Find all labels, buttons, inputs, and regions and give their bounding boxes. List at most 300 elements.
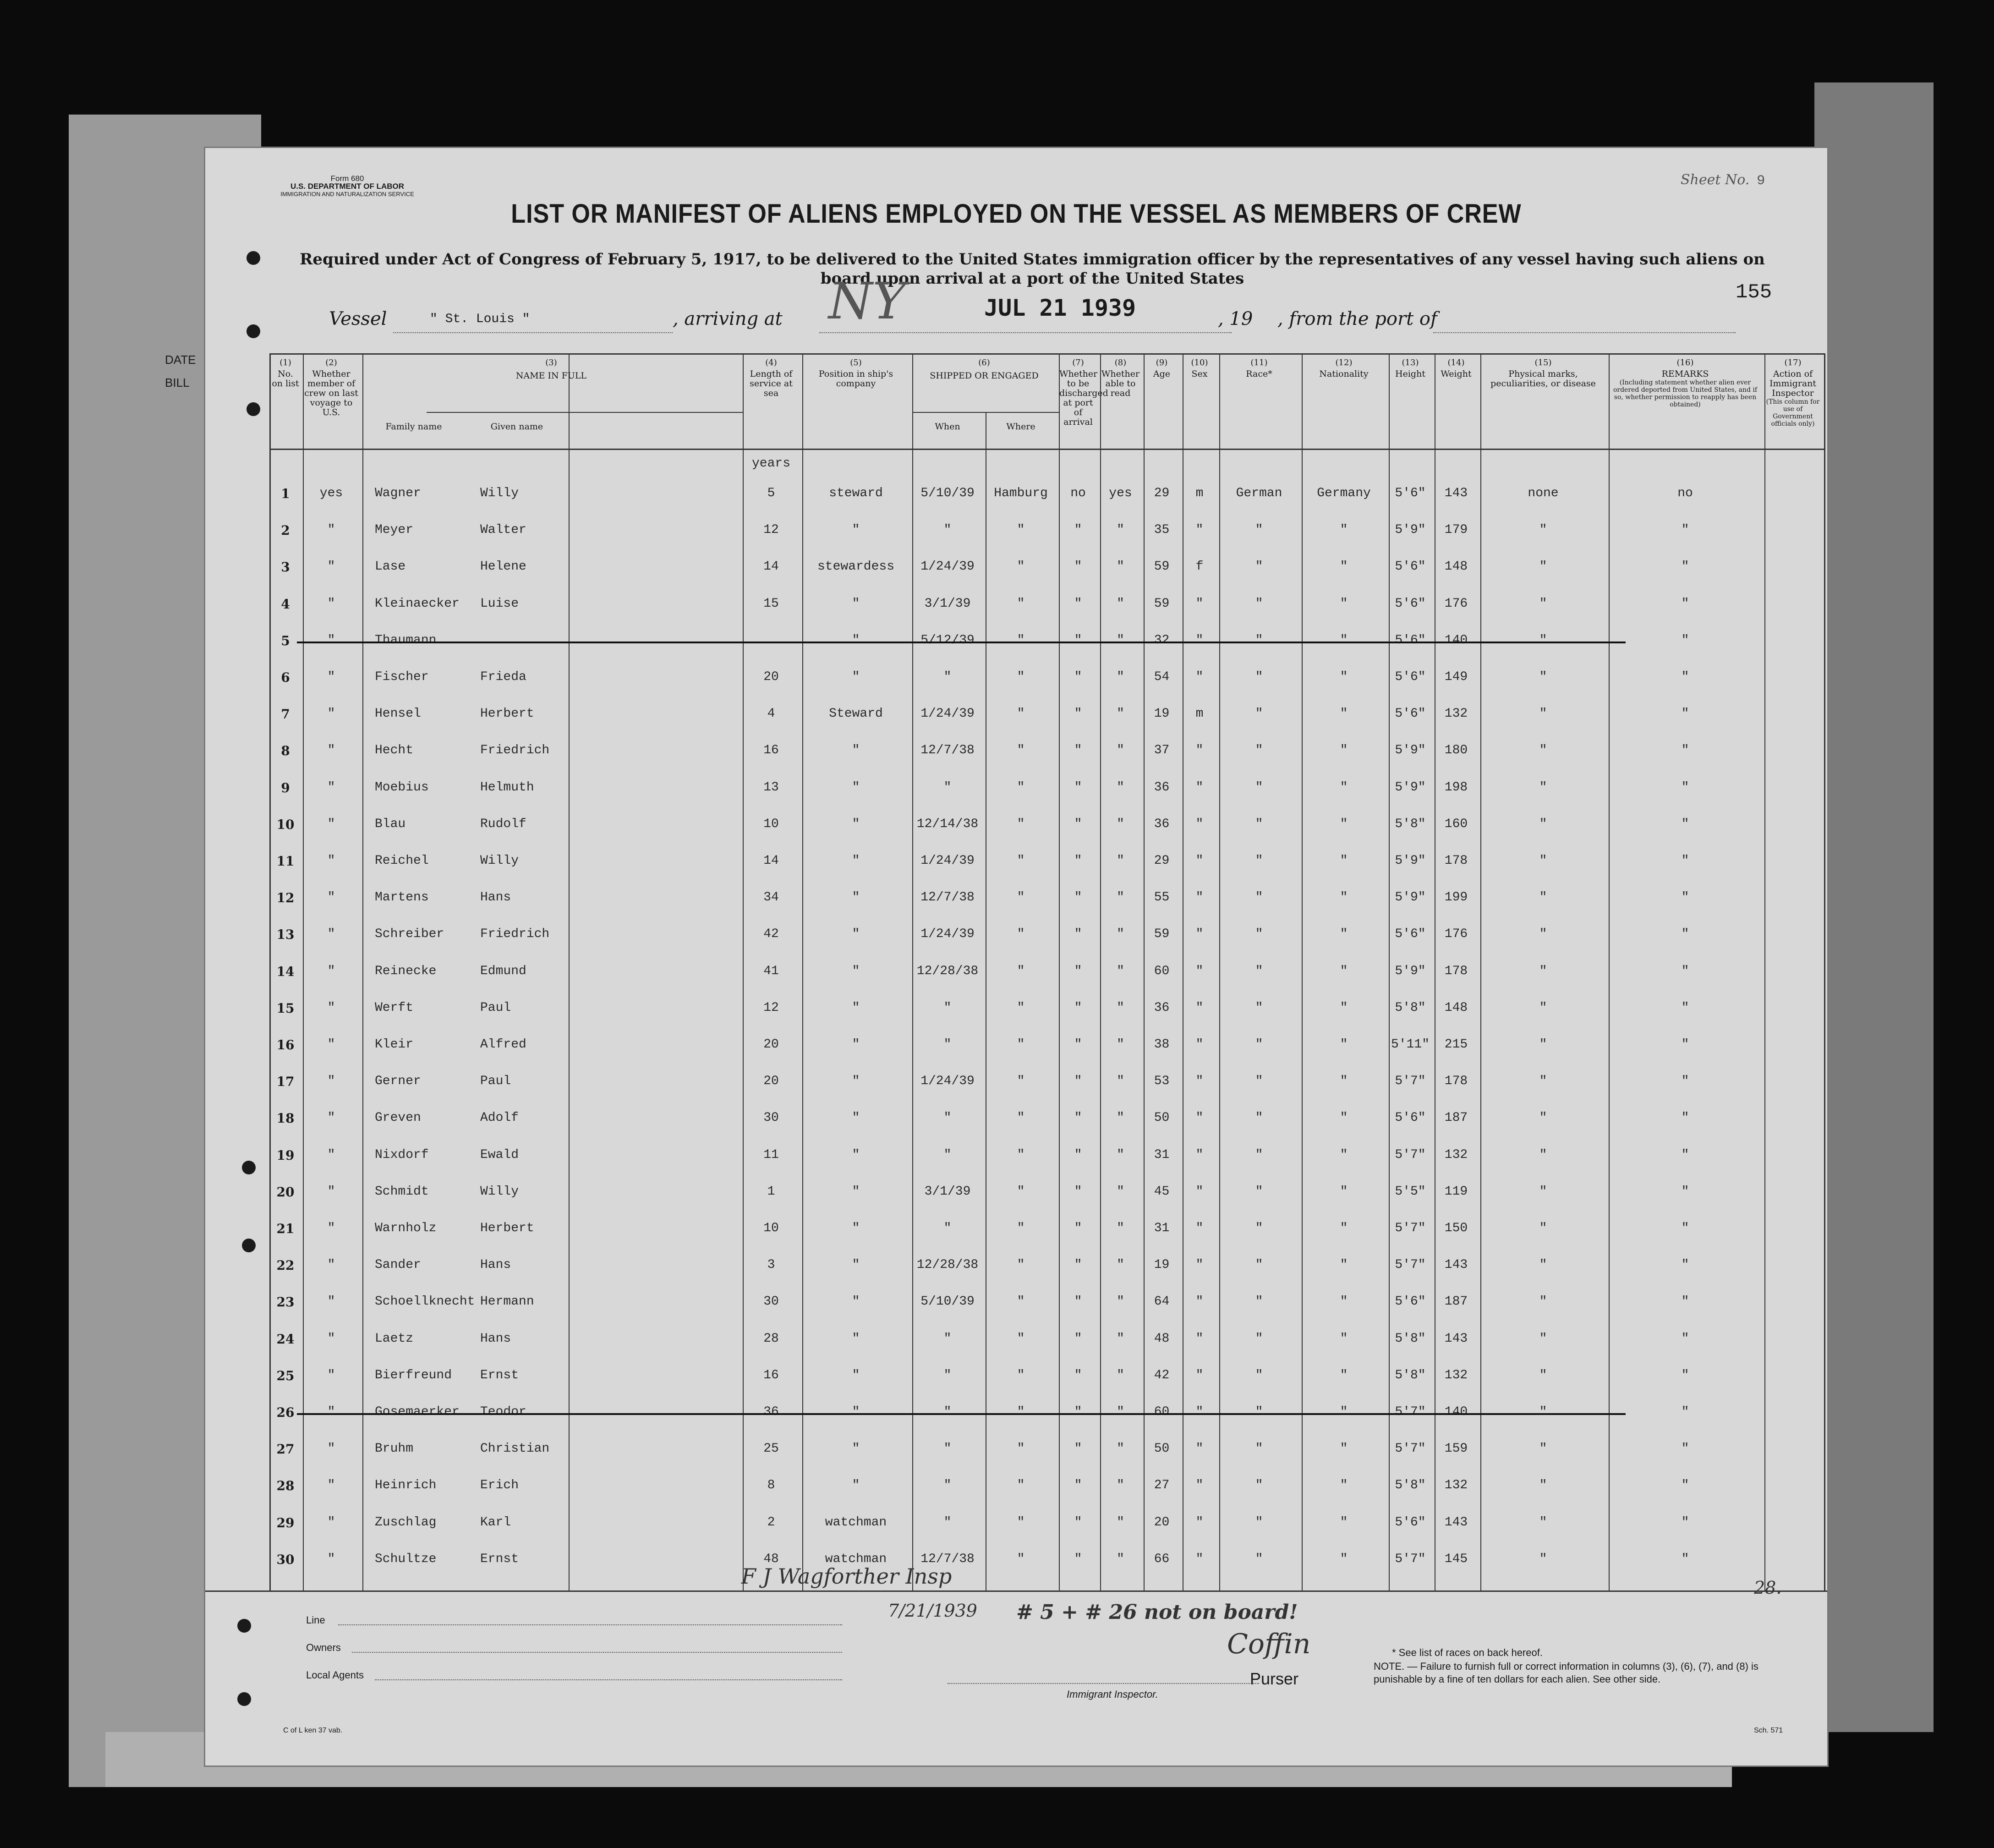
cell-prev: ": [327, 780, 335, 795]
cell-where: ": [1017, 1258, 1025, 1272]
cell-sex: ": [1195, 890, 1204, 905]
cell-family: Schmidt: [375, 1184, 429, 1199]
punch-hole: [242, 1239, 256, 1252]
cell-age: 29: [1154, 854, 1170, 868]
cell-nationality: ": [1340, 1478, 1348, 1493]
cell-sex: f: [1195, 559, 1204, 574]
punch-hole: [247, 324, 260, 338]
row-number: 15: [276, 1000, 295, 1016]
cell-prev: ": [327, 1074, 335, 1089]
row-number: 22: [276, 1258, 295, 1273]
cell-family: Bierfreund: [375, 1368, 452, 1382]
cell-discharge: ": [1074, 817, 1082, 831]
cell-height: 5'9": [1395, 523, 1426, 537]
cell-prev: ": [327, 964, 335, 978]
cell-race: ": [1255, 670, 1263, 684]
cell-age: 36: [1154, 1000, 1170, 1015]
cell-read: ": [1117, 890, 1124, 905]
column-label: Height: [1395, 369, 1425, 379]
cell-prev: ": [327, 1037, 335, 1052]
cell-race: ": [1255, 1294, 1263, 1309]
cell-height: 5'8": [1395, 817, 1426, 831]
cell-race: ": [1255, 559, 1263, 574]
cell-sex: ": [1195, 1147, 1204, 1162]
cell-position: ": [852, 1442, 860, 1456]
cell-where: ": [1017, 670, 1025, 684]
cell-weight: 132: [1444, 1147, 1468, 1162]
cell-family: Fischer: [375, 670, 429, 684]
cell-weight: 180: [1444, 743, 1468, 758]
left-code: C of L ken 37 vab.: [283, 1727, 343, 1734]
cell-read: ": [1117, 1331, 1124, 1346]
cell-where: ": [1017, 743, 1025, 758]
cell-read: ": [1117, 780, 1124, 795]
cell-read: ": [1117, 523, 1124, 537]
col-divider: [1764, 355, 1765, 1590]
cell-discharge: ": [1074, 927, 1082, 942]
cell-prev: ": [327, 1111, 335, 1125]
cell-where: ": [1017, 927, 1025, 942]
cell-age: 64: [1154, 1294, 1170, 1309]
row-number: 13: [276, 927, 295, 943]
column-number: (11): [1250, 358, 1268, 367]
cell-remarks: ": [1681, 596, 1689, 611]
cell-sex: ": [1195, 1552, 1204, 1566]
cell-height: 5'7": [1395, 1221, 1426, 1235]
cell-nationality: ": [1340, 743, 1348, 758]
cell-when: 12/7/38: [920, 890, 975, 905]
cell-weight: 187: [1444, 1111, 1468, 1125]
column-label: SHIPPED OR ENGAGED: [930, 371, 1039, 381]
cell-position: ": [852, 1368, 860, 1382]
cell-given: Friedrich: [480, 927, 550, 942]
cell-age: 32: [1154, 633, 1170, 647]
cell-height: 5'11": [1391, 1037, 1430, 1052]
cell-where: ": [1017, 1478, 1025, 1493]
cell-read: ": [1117, 743, 1124, 758]
cell-where: ": [1017, 596, 1025, 611]
cell-height: 5'9": [1395, 743, 1426, 758]
cell-discharge: ": [1074, 559, 1082, 574]
cell-sex: ": [1195, 1515, 1204, 1530]
sheet-number: [1681, 172, 1765, 189]
cell-remarks: ": [1681, 1184, 1689, 1199]
cell-height: 5'8": [1395, 1331, 1426, 1346]
cell-remarks: ": [1681, 1331, 1689, 1346]
cell-given: Hans: [480, 1331, 511, 1346]
cell-weight: 176: [1444, 596, 1468, 611]
cell-age: 31: [1154, 1221, 1170, 1235]
column-number: (2): [325, 358, 337, 367]
under-sheet-right: [1814, 82, 1934, 1732]
cell-service: 5: [767, 486, 775, 500]
column-header: [803, 358, 909, 389]
cell-height: 5'8": [1395, 1478, 1426, 1493]
cell-where: ": [1017, 780, 1025, 795]
cell-prev: ": [327, 1515, 335, 1530]
line-field: [338, 1624, 842, 1625]
cell-where: ": [1017, 523, 1025, 537]
cell-nationality: ": [1340, 523, 1348, 537]
cell-remarks: ": [1681, 927, 1689, 942]
cell-age: 20: [1154, 1515, 1170, 1530]
row-number: 23: [276, 1294, 295, 1310]
cell-where: ": [1017, 707, 1025, 721]
cell-given: Helmuth: [480, 780, 534, 795]
cell-family: Nixdorf: [375, 1147, 429, 1162]
cell-marks: ": [1539, 1515, 1547, 1530]
row-number: 24: [276, 1331, 295, 1347]
column-label: Age: [1153, 369, 1171, 379]
cell-service: 42: [763, 927, 779, 942]
cell-discharge: ": [1074, 707, 1082, 721]
cell-when: 12/7/38: [920, 1552, 975, 1566]
row-number: 9: [281, 780, 290, 795]
cell-sex: m: [1195, 486, 1204, 500]
cell-prev: ": [327, 927, 335, 942]
cell-race: ": [1255, 817, 1263, 831]
cell-discharge: ": [1074, 1552, 1082, 1566]
row-number: 30: [276, 1552, 295, 1567]
cell-marks: ": [1539, 1331, 1547, 1346]
cell-height: 5'6": [1395, 633, 1426, 647]
cell-height: 5'7": [1395, 1552, 1426, 1566]
cell-discharge: no: [1070, 486, 1086, 500]
cell-race: ": [1255, 1037, 1263, 1052]
cell-nationality: ": [1340, 854, 1348, 868]
cell-remarks: ": [1681, 1294, 1689, 1309]
cell-race: ": [1255, 1331, 1263, 1346]
cell-family: Thaumann: [375, 633, 437, 647]
cell-family: Hensel: [375, 707, 421, 721]
cell-height: 5'6": [1395, 486, 1426, 500]
arriving-label: , arriving at: [673, 308, 783, 329]
cell-service: 8: [767, 1478, 775, 1493]
cell-family: Greven: [375, 1111, 421, 1125]
cell-prev: ": [327, 890, 335, 905]
cell-age: 55: [1154, 890, 1170, 905]
cell-weight: 143: [1444, 1258, 1468, 1272]
cell-marks: ": [1539, 890, 1547, 905]
column-note: (Including statement whether alien ever ordered deported from United States, and if so, whether permission to reapply has been obtained): [1613, 379, 1758, 408]
cell-weight: 132: [1444, 1478, 1468, 1493]
race-footnote: * See list of races on back hereof.: [1392, 1647, 1543, 1658]
row-number: 17: [276, 1074, 295, 1090]
cell-marks: ": [1539, 1111, 1547, 1125]
service-name: IMMIGRATION AND NATURALIZATION SERVICE: [280, 191, 414, 197]
column-number: (17): [1784, 358, 1802, 367]
cell-given: Christian: [480, 1442, 550, 1456]
cell-height: 5'6": [1395, 1111, 1426, 1125]
cell-when: 3/1/39: [924, 1184, 971, 1199]
cell-prev: ": [327, 1552, 335, 1566]
cell-height: 5'7": [1395, 1258, 1426, 1272]
row-number: 14: [276, 964, 295, 979]
cell-marks: ": [1539, 743, 1547, 758]
cell-height: 5'6": [1395, 1515, 1426, 1530]
cell-where: ": [1017, 1515, 1025, 1530]
column-number: (12): [1335, 358, 1353, 367]
cell-sex: ": [1195, 670, 1204, 684]
cell-sex: ": [1195, 817, 1204, 831]
row-number: 18: [276, 1111, 295, 1126]
cell-position: ": [852, 743, 860, 758]
cell-prev: ": [327, 817, 335, 831]
cell-when: 5/12/39: [920, 633, 975, 647]
cell-service: 4: [767, 707, 775, 721]
row-number: 25: [276, 1368, 295, 1383]
cell-race: ": [1255, 780, 1263, 795]
cell-where: ": [1017, 1221, 1025, 1235]
footer-divider: [205, 1590, 1827, 1592]
row-number: 7: [281, 707, 290, 722]
cell-discharge: ": [1074, 1405, 1082, 1419]
cell-position: ": [852, 1258, 860, 1272]
cell-family: Wagner: [375, 486, 421, 500]
cell-nationality: ": [1340, 964, 1348, 978]
cell-service: 30: [763, 1111, 779, 1125]
side-label-date: DATE: [165, 353, 196, 367]
cell-remarks: ": [1681, 707, 1689, 721]
cell-marks: ": [1539, 964, 1547, 978]
cell-position: ": [852, 1111, 860, 1125]
cell-age: 59: [1154, 596, 1170, 611]
cell-nationality: ": [1340, 1221, 1348, 1235]
row-number: 29: [276, 1515, 295, 1530]
cell-where: ": [1017, 1000, 1025, 1015]
row-number: 3: [281, 559, 290, 575]
column-label: Whether to be discharged at port of arrival: [1059, 369, 1108, 427]
cell-where: ": [1017, 1111, 1025, 1125]
cell-discharge: ": [1074, 1111, 1082, 1125]
cell-position: ": [852, 1037, 860, 1052]
cell-sex: ": [1195, 1258, 1204, 1272]
cell-prev: ": [327, 1184, 335, 1199]
row-number: 20: [276, 1184, 295, 1200]
cell-position: stewardess: [817, 559, 895, 574]
cell-remarks: ": [1681, 633, 1689, 647]
cell-family: Zuschlag: [375, 1515, 437, 1530]
cell-race: ": [1255, 707, 1263, 721]
cell-given: Adolf: [480, 1111, 519, 1125]
cell-family: Reichel: [375, 854, 429, 868]
column-number: (8): [1114, 358, 1127, 367]
cell-position: steward: [829, 486, 883, 500]
cell-family: Schoellknecht: [375, 1294, 475, 1309]
cell-discharge: ": [1074, 854, 1082, 868]
cell-weight: 178: [1444, 964, 1468, 978]
cell-marks: ": [1539, 1037, 1547, 1052]
cell-read: ": [1117, 1184, 1124, 1199]
cell-nationality: ": [1340, 1111, 1348, 1125]
cell-age: 59: [1154, 559, 1170, 574]
cell-age: 53: [1154, 1074, 1170, 1089]
cell-sex: ": [1195, 1405, 1204, 1419]
cell-weight: 160: [1444, 817, 1468, 831]
cell-race: German: [1236, 486, 1282, 500]
cell-remarks: ": [1681, 1368, 1689, 1382]
col-divider: [569, 355, 570, 1590]
cell-position: ": [852, 1184, 860, 1199]
cell-nationality: ": [1340, 817, 1348, 831]
cell-where: ": [1017, 1442, 1025, 1456]
agents-field: [375, 1679, 842, 1680]
arriving-value: NY: [828, 272, 906, 330]
cell-weight: 140: [1444, 1405, 1468, 1419]
cell-marks: ": [1539, 1221, 1547, 1235]
page-subtitle: Required under Act of Congress of February 5, 1917, to be delivered to the United States immigration officer by the representatives of any vessel having such aliens on board upon arrival at a port of the United States: [300, 250, 1765, 288]
column-label: Physical marks, peculiarities, or disease: [1490, 369, 1596, 389]
column-number: (7): [1072, 358, 1084, 367]
cell-position: ": [852, 927, 860, 942]
cell-race: ": [1255, 1442, 1263, 1456]
column-number: (16): [1676, 358, 1694, 367]
cell-when: ": [943, 1478, 952, 1493]
cell-read: ": [1117, 1552, 1124, 1566]
cell-given: Luise: [480, 596, 519, 611]
cell-weight: 159: [1444, 1442, 1468, 1456]
column-header: [1481, 358, 1605, 389]
cell-age: 66: [1154, 1552, 1170, 1566]
row-number: 16: [276, 1037, 295, 1053]
cell-prev: yes: [319, 486, 343, 500]
cell-sex: ": [1195, 1442, 1204, 1456]
cell-given: Ernst: [480, 1368, 519, 1382]
row-number: 6: [281, 670, 290, 685]
cell-discharge: ": [1074, 523, 1082, 537]
cell-marks: ": [1539, 817, 1547, 831]
column-number: (3): [545, 358, 557, 367]
cell-service: 16: [763, 743, 779, 758]
row-number: 19: [276, 1147, 295, 1163]
punch-hole: [237, 1619, 251, 1633]
header-divider: [271, 449, 1824, 450]
cell-nationality: ": [1340, 1000, 1348, 1015]
cell-marks: ": [1539, 1074, 1547, 1089]
cell-weight: 178: [1444, 854, 1468, 868]
cell-marks: ": [1539, 670, 1547, 684]
column-label: Whether able to read: [1101, 369, 1140, 398]
cell-position: ": [852, 670, 860, 684]
cell-where: ": [1017, 1368, 1025, 1382]
cell-height: 5'6": [1395, 670, 1426, 684]
column-subheader: Given name: [490, 422, 543, 432]
cell-service: 10: [763, 817, 779, 831]
cell-when: 1/24/39: [920, 707, 975, 721]
cell-sex: ": [1195, 964, 1204, 978]
strike-through-line: [297, 1413, 1626, 1415]
column-header: [1435, 358, 1477, 379]
cell-height: 5'6": [1395, 927, 1426, 942]
column-subheader: When: [935, 422, 960, 432]
cell-discharge: ": [1074, 1368, 1082, 1382]
cell-family: Schreiber: [375, 927, 444, 942]
column-number: (6): [978, 358, 990, 367]
cell-weight: 143: [1444, 1515, 1468, 1530]
cell-given: Willy: [480, 1184, 519, 1199]
cell-given: Ernst: [480, 1552, 519, 1566]
cell-age: 54: [1154, 670, 1170, 684]
cell-prev: ": [327, 743, 335, 758]
cell-weight: 148: [1444, 559, 1468, 574]
cell-age: 45: [1154, 1184, 1170, 1199]
department-name: U.S. DEPARTMENT OF LABOR: [290, 182, 405, 191]
owners-label: Owners: [306, 1642, 341, 1653]
cell-service: 3: [767, 1258, 775, 1272]
cell-age: 35: [1154, 523, 1170, 537]
cell-marks: ": [1539, 1552, 1547, 1566]
cell-age: 19: [1154, 707, 1170, 721]
cell-prev: ": [327, 854, 335, 868]
cell-read: ": [1117, 670, 1124, 684]
column-label: Nationality: [1319, 369, 1369, 379]
cell-given: Hans: [480, 890, 511, 905]
cell-discharge: ": [1074, 1258, 1082, 1272]
cell-prev: ": [327, 1147, 335, 1162]
cell-when: 12/14/38: [916, 817, 979, 831]
cell-race: ": [1255, 1258, 1263, 1272]
cell-nationality: ": [1340, 780, 1348, 795]
owners-field: [352, 1652, 842, 1653]
cell-race: ": [1255, 1478, 1263, 1493]
cell-marks: ": [1539, 1442, 1547, 1456]
cell-where: ": [1017, 1294, 1025, 1309]
cell-when: ": [943, 1147, 952, 1162]
cell-read: ": [1117, 1074, 1124, 1089]
cell-position: ": [852, 964, 860, 978]
cell-age: 60: [1154, 1405, 1170, 1419]
cell-service: 28: [763, 1331, 779, 1346]
cell-height: 5'8": [1395, 1368, 1426, 1382]
cell-height: 5'6": [1395, 559, 1426, 574]
column-header: [1144, 358, 1179, 379]
cell-sex: ": [1195, 596, 1204, 611]
cell-nationality: ": [1340, 559, 1348, 574]
cell-service: 48: [763, 1552, 779, 1566]
cell-remarks: ": [1681, 1442, 1689, 1456]
cell-discharge: ": [1074, 1147, 1082, 1162]
column-number: (10): [1191, 358, 1208, 367]
date-stamp: JUL 21 1939: [984, 295, 1136, 321]
cell-height: 5'9": [1395, 964, 1426, 978]
cell-sex: ": [1195, 1478, 1204, 1493]
cell-family: Lase: [375, 559, 406, 574]
cell-service: 25: [763, 1442, 779, 1456]
cell-service: 41: [763, 964, 779, 978]
cell-race: ": [1255, 890, 1263, 905]
subheader-line-name: [427, 412, 743, 413]
cell-when: ": [943, 1515, 952, 1530]
years-label: years: [751, 456, 790, 471]
cell-age: 48: [1154, 1331, 1170, 1346]
cell-given: Hans: [480, 1258, 511, 1272]
cell-family: Gerner: [375, 1074, 421, 1089]
manifest-form: [204, 147, 1829, 1767]
cell-marks: ": [1539, 1147, 1547, 1162]
punch-hole: [247, 251, 260, 265]
cell-age: 19: [1154, 1258, 1170, 1272]
inspector-field: [948, 1683, 1259, 1684]
column-header: [913, 358, 1056, 381]
cell-position: ": [852, 1405, 860, 1419]
cell-when: ": [943, 780, 952, 795]
column-header: [363, 358, 740, 381]
cell-where: ": [1017, 1074, 1025, 1089]
cell-sex: ": [1195, 633, 1204, 647]
cell-family: Sander: [375, 1258, 421, 1272]
cell-discharge: ": [1074, 1515, 1082, 1530]
cell-nationality: ": [1340, 633, 1348, 647]
